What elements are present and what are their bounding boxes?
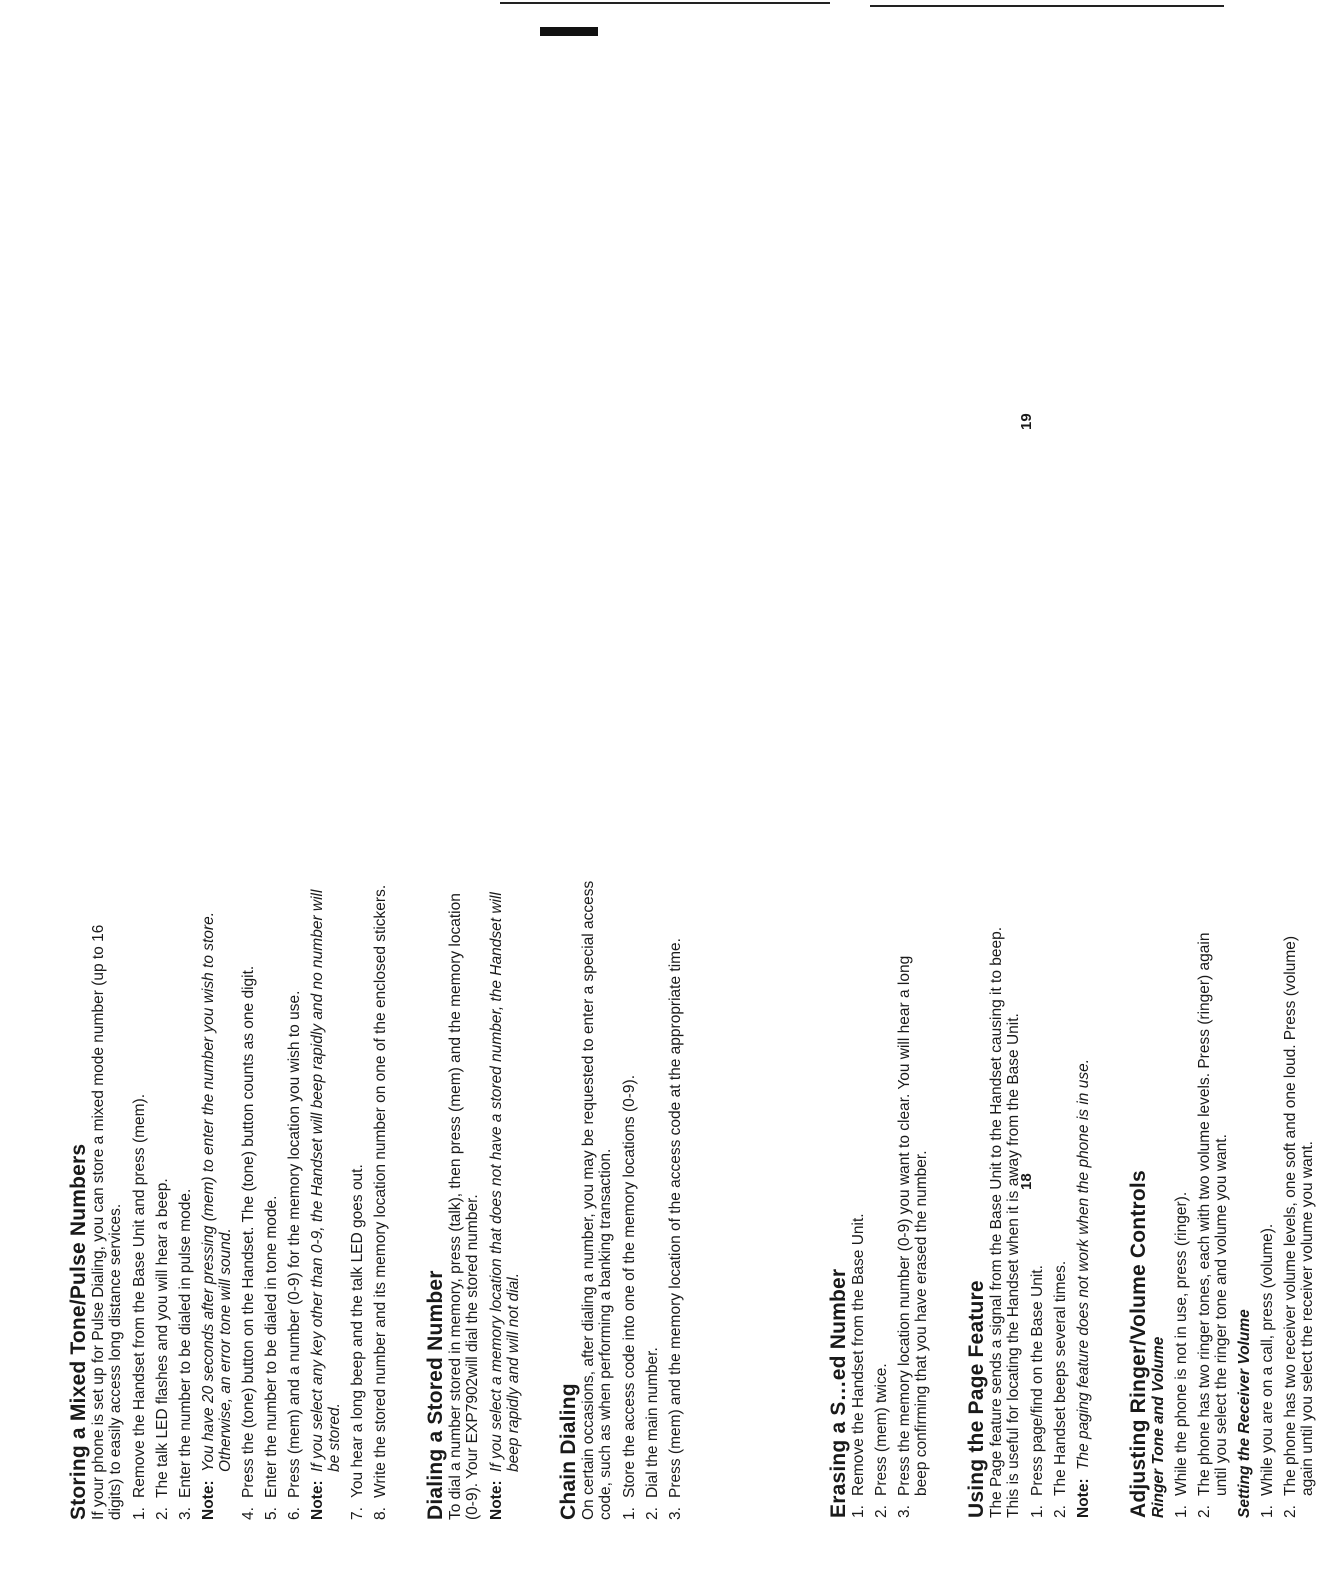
section-intro: To dial a number stored in memory, press (talk), then press (mem) and the memory location (0-9). Your EXP7902will dial the stored number. (447, 893, 481, 1520)
list-item: 3. Press (mem) and the memory location of the access code at the appropriate time. (667, 938, 684, 1520)
list-item: 3. Press the memory location number (0-9) you want to clear. You will hear a long beep confirming that you have erased the number. (896, 955, 930, 1518)
note: Note: If you select any key other than 0-9, the Handset will beep rapidly and no number will be stored. (309, 889, 343, 1520)
step-list (621, 880, 684, 1520)
list-item: 2. The talk LED flashes and you will hear a beep. (154, 1178, 171, 1520)
section-title: Storing a Mixed Tone/Pulse Numbers (67, 1143, 90, 1520)
list-item: 1. While the phone is not in use, press (ringer). (1173, 1191, 1190, 1518)
list-item: 2. The phone has two receiver volume levels, one soft and one loud. Press (volume) again until you select the receiver volume you want. (1282, 935, 1316, 1518)
page-19-column (827, 918, 1340, 1518)
section-storing-mixed (67, 880, 389, 1520)
list-item: 2. Press (mem) twice. (873, 1363, 890, 1518)
step-list (488, 880, 522, 1520)
list-item: 1. While you are on a call, press (volume). (1259, 1223, 1276, 1518)
section-intro: If your phone is set up for Pulse Dialing, you can store a mixed mode number (up to 16 digits) to easily access long distance services. (90, 924, 124, 1520)
list-item: 4. Press the (tone) button on the Handset. The (tone) button counts as one digit. (240, 965, 257, 1520)
list-item: 2. The phone has two ringer tones, each with two volume levels. Press (ringer) again until you select the ringer tone and volume you want. (1196, 932, 1230, 1518)
list-item: 1. Remove the Handset from the Base Unit. (850, 1213, 867, 1518)
subsection-title: Setting the Receiver Volume (1236, 1309, 1253, 1518)
list-item: 7. You hear a long beep and the talk LED goes out. (349, 1164, 366, 1520)
section-title: Erasing a S…ed Number (827, 1268, 850, 1518)
step-list (1259, 918, 1316, 1518)
list-item: 2. The Handset beeps several times. (1052, 1260, 1069, 1518)
section-title: Adjusting Ringer/Volume Controls (1127, 1170, 1150, 1518)
list-item: 6. Press (mem) and a number (0-9) for the memory location you wish to use. (286, 990, 303, 1520)
note: Note: If you select a memory location that does not have a stored number, the Handset will beep rapidly and will not dial. (488, 892, 522, 1520)
section-intro: On certain occasions, after dialing a number, you may be requested to enter a special access code, such as when performing a banking transaction. (580, 880, 614, 1520)
list-item: 1. Remove the Handset from the Base Unit and press (mem). (131, 1093, 148, 1520)
list-item: 5. Enter the number to be dialed in tone mode. (263, 1195, 280, 1520)
step-list (131, 880, 389, 1520)
section-erasing (827, 918, 930, 1518)
note: Note: You have 20 seconds after pressing (mem) to enter the number you wish to store. Otherwise, an error tone will sound. (200, 911, 234, 1520)
page-number-18: 18 (1018, 1173, 1035, 1190)
section-dialing-stored (424, 880, 522, 1520)
list-item: 1. Press page/find on the Base Unit. (1029, 1265, 1046, 1518)
section-page-feature (965, 918, 1092, 1518)
page-number-19: 19 (1018, 413, 1035, 430)
section-ringer-volume (1127, 918, 1316, 1518)
section-intro: The Page feature sends a signal from the Base Unit to the Handset causing it to beep. This is useful for locating the Handset when it is away from the Base Unit. (988, 926, 1022, 1518)
list-item: 2. Dial the main number. (644, 1347, 661, 1520)
section-chain-dialing (557, 880, 684, 1520)
subsection-title: Ringer Tone and Volume (1150, 1336, 1167, 1518)
list-item: 3. Enter the number to be dialed in pulse mode. (177, 1188, 194, 1520)
list-item: 1. Store the access code into one of the memory locations (0-9). (621, 1074, 638, 1520)
step-list (850, 918, 930, 1518)
step-list (1173, 918, 1230, 1518)
section-title: Chain Dialing (557, 1383, 580, 1520)
section-title: Using the Page Feature (965, 1280, 988, 1518)
list-item: 8. Write the stored number and its memory location number on one of the enclosed stickers. (372, 884, 389, 1520)
page-18-column (67, 880, 708, 1520)
step-list (1029, 918, 1092, 1518)
section-title: Dialing a Stored Number (424, 1270, 447, 1520)
note: Note: The paging feature does not work when the phone is in use. (1075, 1058, 1092, 1518)
